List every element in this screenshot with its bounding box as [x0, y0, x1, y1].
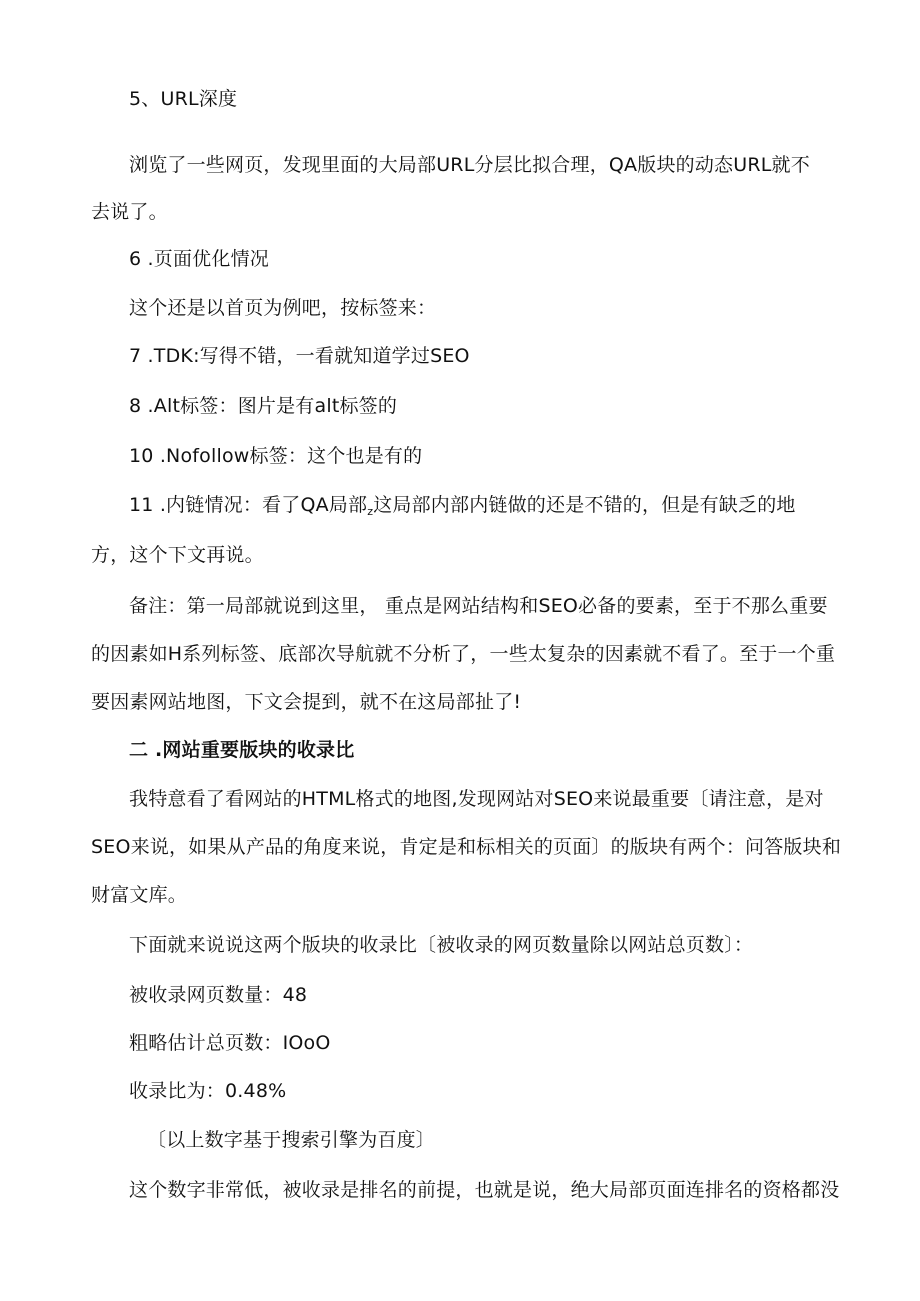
footnote-baidu: 〔以上数字基于搜索引擎为百度〕	[147, 1129, 436, 1151]
stat-indexed-pages: 被收录网页数量：48	[129, 984, 308, 1006]
list-item-internal-links-text-cont: 这局部内部内链做的还是不错的，但是有缺乏的地	[373, 494, 796, 516]
note-line: 备注：第一局部就说到这里， 重点是网站结构和SEO必备的要素，至于不那么重要	[129, 595, 828, 617]
paragraph-line: SEO来说，如果从产品的角度来说，肯定是和标相关的页面〕的版块有两个：问答版块和	[91, 836, 842, 858]
stray-mark: z	[367, 505, 374, 518]
paragraph-line: 我特意看了看网站的HTML格式的地图,发现网站对SEO来说最重要〔请注意，是对	[129, 788, 824, 810]
note-line: 的因素如H系列标签、底部次导航就不分析了，一些太复杂的因素就不看了。至于一个重	[91, 643, 836, 665]
note-line: 要因素网站地图，下文会提到，就不在这局部扯了!	[91, 691, 522, 713]
section-heading-page-optimization: 6 .页面优化情况	[129, 248, 269, 270]
paragraph-line: 去说了。	[91, 201, 168, 223]
list-item-nofollow: 10 .Nofollow标签：这个也是有的	[129, 445, 423, 467]
section-heading-url-depth: 5、URL深度	[129, 88, 238, 110]
stat-total-pages: 粗略估计总页数：IOoO	[129, 1032, 331, 1054]
stat-index-ratio: 收录比为：0.48%	[129, 1080, 287, 1102]
section-heading-index-ratio: 二 .网站重要版块的收录比	[129, 739, 355, 761]
list-item-alt: 8 .Alt标签：图片是有alt标签的	[129, 395, 398, 417]
paragraph-line: 浏览了一些网页，发现里面的大局部URL分层比拟合理，QA版块的动态URL就不	[129, 154, 810, 176]
paragraph-line: 方，这个下文再说。	[91, 544, 264, 566]
paragraph-line: 这个数字非常低，被收录是排名的前提，也就是说，绝大局部页面连排名的资格都没	[129, 1179, 840, 1201]
paragraph-line: 财富文库。	[91, 884, 188, 906]
paragraph-line: 这个还是以首页为例吧，按标签来：	[129, 297, 437, 319]
list-item-internal-links-text: 11 .内链情况：看了QA局部	[129, 494, 368, 516]
list-item-tdk: 7 .TDK:写得不错，一看就知道学过SEO	[129, 345, 470, 367]
paragraph-line: 下面就来说说这两个版块的收录比〔被收录的网页数量除以网站总页数〕：	[129, 934, 754, 956]
list-item-internal-links	[129, 493, 796, 524]
